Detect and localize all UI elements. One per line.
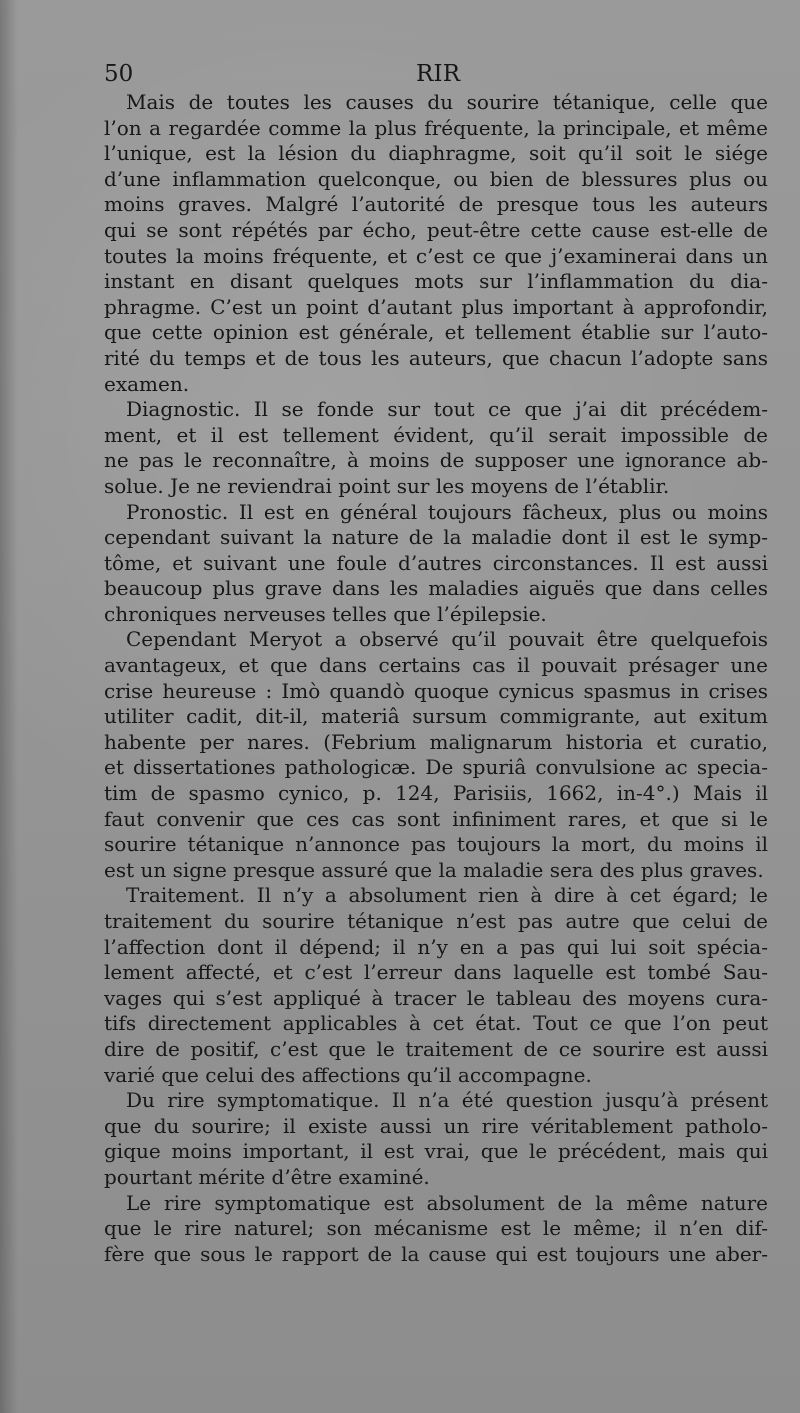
text-line: que le rire naturel; son mécanisme est le même; il n’en dif- — [104, 1216, 768, 1241]
text-line: faut convenir que ces cas sont infiniment rares, et que si le — [104, 806, 768, 831]
text-line: qui se sont répétés par écho, peut-être cette cause est-elle de — [104, 217, 768, 242]
text-line: tim de spasmo cynico, p. 124, Parisiis, 1662, in-4°.) Mais il — [104, 781, 768, 806]
text-line: tifs directement applicables à cet état. Tout ce que l’on peut — [104, 1011, 768, 1036]
text-line: moins graves. Malgré l’autorité de presque tous les auteurs — [104, 192, 768, 217]
text-line: l’unique, est la lésion du diaphragme, soit qu’il soit le siége — [104, 141, 768, 166]
text-line: l’on a regardée comme la plus fréquente, la principale, et même — [104, 115, 768, 140]
text-line: Du rire symptomatique. Il n’a été question jusqu’à présent — [126, 1088, 768, 1113]
text-line: Cependant Meryot a observé qu’il pouvait être quelquefois — [126, 627, 768, 652]
text-line: toutes la moins fréquente, et c’est ce que j’examinerai dans un — [104, 243, 768, 268]
text-line: utiliter cadit, dit-il, materiâ sursum commigrante, aut exitum — [104, 704, 768, 729]
text-line: Le rire symptomatique est absolument de la même nature — [126, 1190, 768, 1215]
page-header — [104, 60, 768, 88]
text-line: pourtant mérite d’être examiné. — [104, 1164, 430, 1189]
text-line: Mais de toutes les causes du sourire tétanique, celle que — [126, 90, 768, 114]
running-head: RIR — [416, 61, 461, 87]
text-line: rité du temps et de tous les auteurs, que chacun l’adopte sans — [104, 345, 768, 370]
text-line: habente per nares. (Febrium malignarum historia et curatio, — [104, 729, 768, 754]
text-line: cependant suivant la nature de la maladie dont il est le symp- — [104, 525, 768, 550]
binding-shadow — [0, 0, 18, 1413]
text-line: Traitement. Il n’y a absolument rien à dire à cet égard; le — [126, 883, 768, 908]
text-line: vages qui s’est appliqué à tracer le tableau des moyens cura- — [104, 985, 768, 1010]
text-line: varié que celui des affections qu’il accompagne. — [104, 1062, 592, 1087]
text-line: est un signe presque assuré que la maladie sera des plus graves. — [104, 857, 764, 882]
text-line: examen. — [104, 371, 190, 396]
text-line: chroniques nerveuses telles que l’épilepsie. — [104, 601, 547, 626]
text-line: que du sourire; il existe aussi un rire véritablement patholo- — [104, 1113, 768, 1138]
text-line: tôme, et suivant une foule d’autres circonstances. Il est aussi — [104, 550, 768, 575]
text-line: solue. Je ne reviendrai point sur les moyens de l’établir. — [104, 473, 670, 498]
text-line: phragme. C’est un point d’autant plus important à approfondir, — [104, 294, 768, 319]
text-line: sourire tétanique n’annonce pas toujours la mort, du moins il — [104, 832, 768, 857]
text-line: avantageux, et que dans certains cas il pouvait présager une — [104, 653, 768, 678]
text-line: lement affecté, et c’est l’erreur dans laquelle est tombé Sau- — [104, 960, 768, 985]
body-text — [104, 90, 768, 1267]
text-line: l’affection dont il dépend; il n’y en a pas qui lui soit spécia- — [104, 934, 768, 959]
text-line: traitement du sourire tétanique n’est pas autre que celui de — [104, 909, 768, 933]
text-line: et dissertationes pathologicæ. De spuriâ convulsione ac specia- — [104, 755, 768, 780]
text-line: ment, et il est tellement évident, qu’il serait impossible de — [104, 422, 768, 447]
text-line: instant en disant quelques mots sur l’inflammation du dia- — [104, 269, 768, 294]
text-line: dire de positif, c’est que le traitement de ce sourire est aussi — [104, 1036, 768, 1061]
page-number: 50 — [104, 61, 134, 87]
text-line: ne pas le reconnaître, à moins de supposer une ignorance ab- — [104, 448, 768, 473]
text-line: que cette opinion est générale, et tellement établie sur l’auto- — [104, 320, 768, 345]
text-line: Diagnostic. Il se fonde sur tout ce que j’ai dit précédem- — [126, 397, 768, 422]
text-line: gique moins important, il est vrai, que le précédent, mais qui — [104, 1139, 768, 1164]
text-line: crise heureuse : Imò quandò quoque cynicus spasmus in crises — [104, 678, 768, 703]
text-line: Pronostic. Il est en général toujours fâcheux, plus ou moins — [126, 499, 768, 524]
text-line: beaucoup plus grave dans les maladies aiguës que dans celles — [104, 576, 768, 601]
text-line: d’une inflammation quelconque, ou bien de blessures plus ou — [104, 166, 768, 191]
text-line: fère que sous le rapport de la cause qui est toujours une aber- — [104, 1241, 768, 1266]
